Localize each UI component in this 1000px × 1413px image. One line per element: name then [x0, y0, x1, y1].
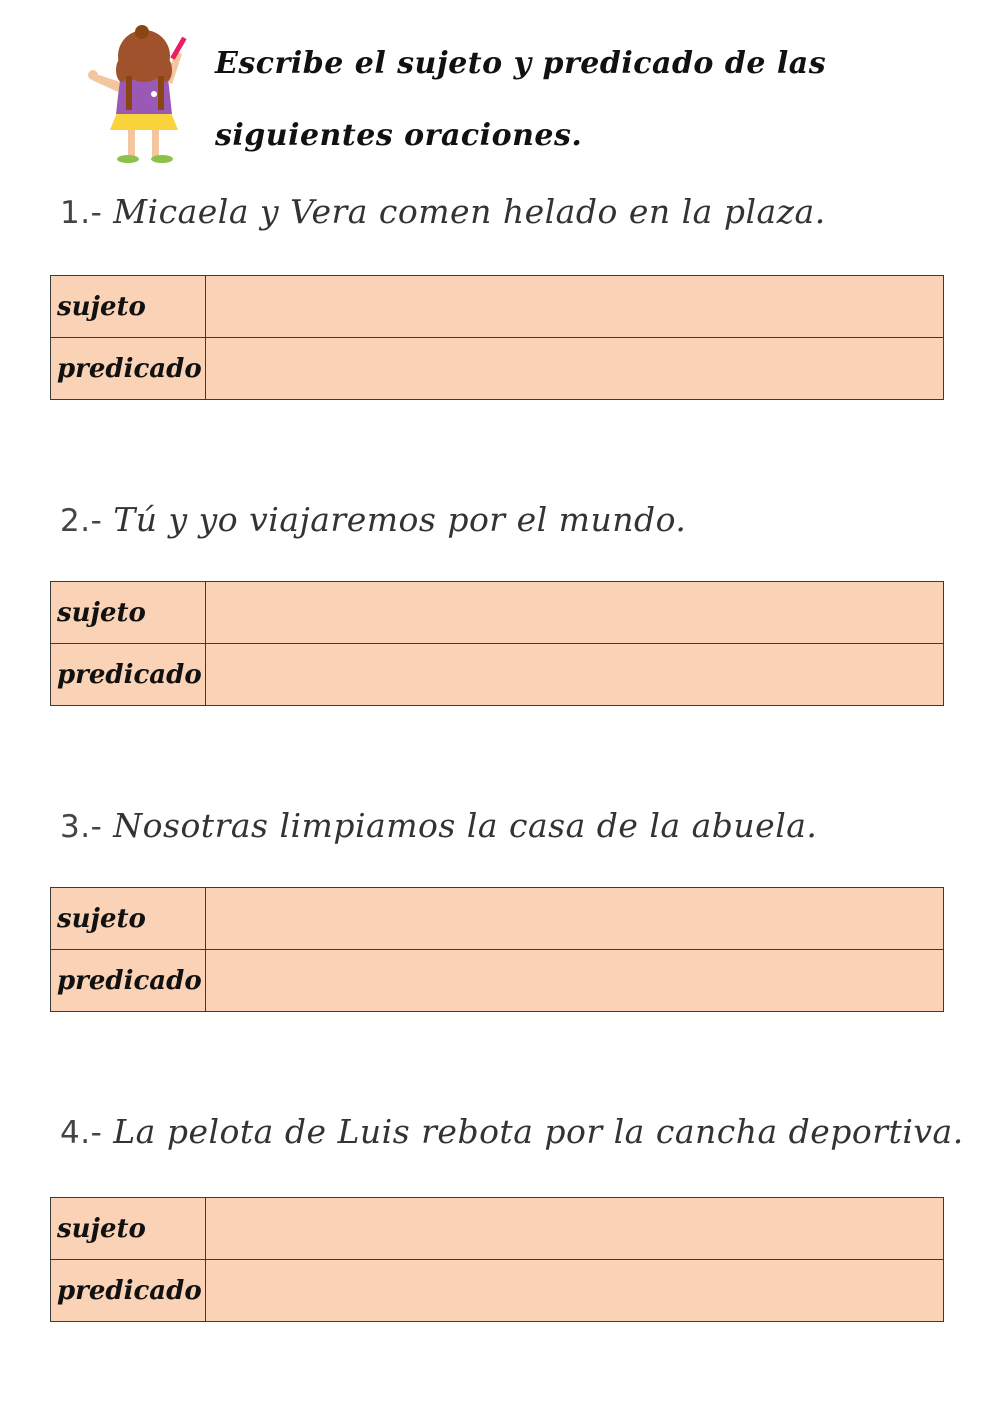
table-row [51, 1260, 944, 1322]
subject-answer-field[interactable] [205, 1198, 943, 1260]
girl-writing-illustration [82, 22, 202, 167]
exercise-4-number: 4.- [60, 1115, 103, 1151]
predicate-answer-field[interactable] [205, 338, 943, 400]
subject-answer-field[interactable] [205, 582, 943, 644]
subject-label: sujeto [51, 1198, 206, 1260]
exercise-4-answer-table [50, 1197, 944, 1322]
exercise-2-sentence [60, 500, 686, 539]
table-row [51, 276, 944, 338]
predicate-label: predicado [51, 644, 206, 706]
exercise-3-answer-table [50, 887, 944, 1012]
exercise-3-number: 3.- [60, 809, 103, 845]
table-row [51, 1198, 944, 1260]
predicate-answer-field[interactable] [205, 644, 943, 706]
exercise-2-answer-table [50, 581, 944, 706]
predicate-answer-field[interactable] [205, 1260, 943, 1322]
predicate-label: predicado [51, 950, 206, 1012]
subject-label: sujeto [51, 582, 206, 644]
subject-label: sujeto [51, 276, 206, 338]
exercise-4-text: La pelota de Luis rebota por la cancha deportiva. [113, 1112, 964, 1151]
exercise-2-number: 2.- [60, 503, 103, 539]
exercise-2-text: Tú y yo viajaremos por el mundo. [113, 500, 687, 539]
page-title: Escribe el sujeto y predicado de las siguientes oraciones. [215, 46, 827, 153]
exercise-3-text: Nosotras limpiamos la casa de la abuela. [113, 806, 818, 845]
subject-label: sujeto [51, 888, 206, 950]
subject-answer-field[interactable] [205, 888, 943, 950]
table-row [51, 950, 944, 1012]
exercise-1-answer-table [50, 275, 944, 400]
table-row [51, 582, 944, 644]
exercise-1-number: 1.- [60, 195, 103, 231]
predicate-label: predicado [51, 1260, 206, 1322]
exercise-1-text: Micaela y Vera comen helado en la plaza. [113, 192, 826, 231]
exercise-3-sentence [60, 806, 817, 845]
predicate-answer-field[interactable] [205, 950, 943, 1012]
exercise-4-sentence [60, 1112, 964, 1151]
table-row [51, 888, 944, 950]
predicate-label: predicado [51, 338, 206, 400]
exercise-1-sentence [60, 192, 826, 231]
table-row [51, 338, 944, 400]
table-row [51, 644, 944, 706]
subject-answer-field[interactable] [205, 276, 943, 338]
